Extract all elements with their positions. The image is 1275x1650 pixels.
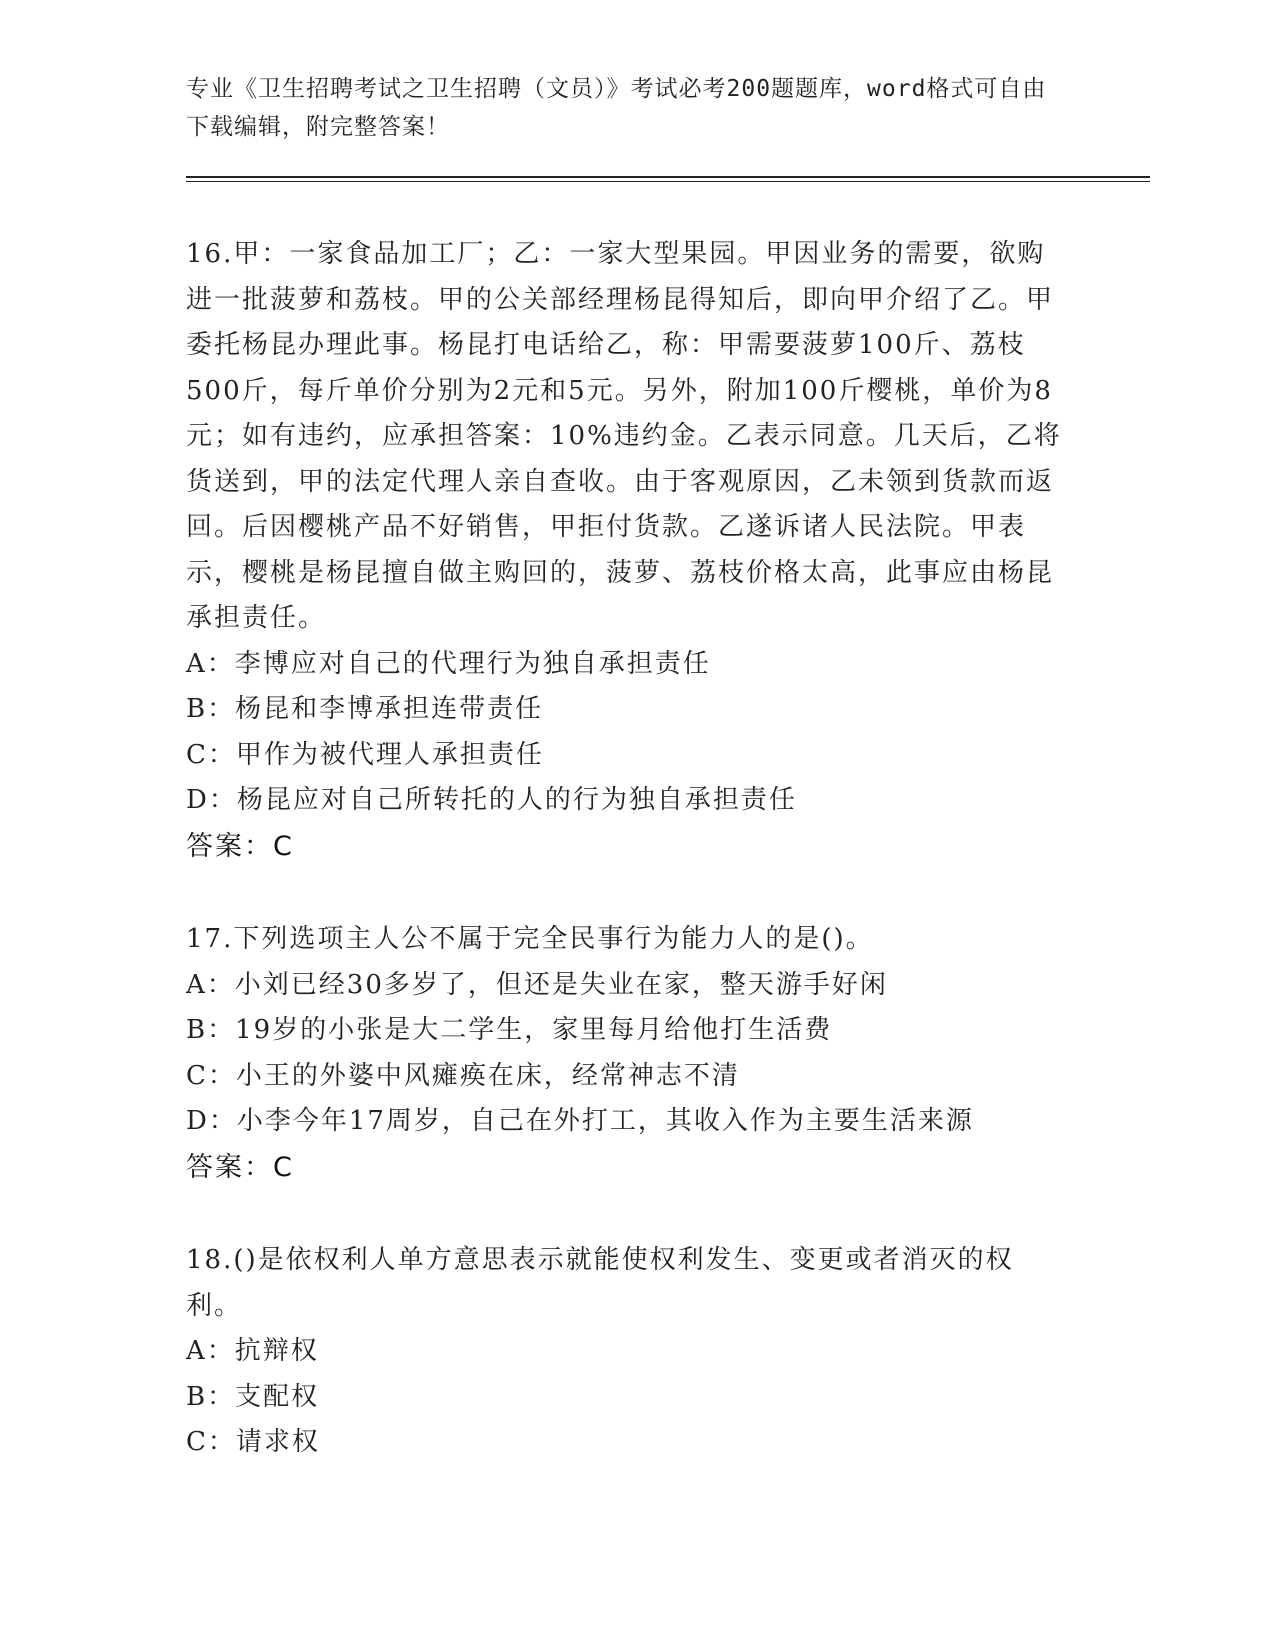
option-c: C：请求权 — [186, 1427, 320, 1457]
answer: 答案：C — [186, 1151, 294, 1183]
question-18 — [186, 1238, 1066, 1466]
option-a: A：小刘已经30多岁了，但还是失业在家，整天游手好闲 — [186, 969, 888, 1000]
option-b: B：支配权 — [186, 1381, 320, 1412]
option-a: A：抗辩权 — [186, 1336, 319, 1366]
document-header: 专业《卫生招聘考试之卫生招聘（文员）》考试必考200题题库，word格式可自由下载编辑，附完整答案！ — [186, 76, 1047, 140]
option-b: B：19岁的小张是大二学生，家里每月给他打生活费 — [186, 1015, 833, 1045]
question-stem: 16.甲：一家食品加工厂；乙：一家大型果园。甲因业务的需要，欲购进一批菠萝和荔枝。甲的公关部经理杨昆得知后，即向甲介绍了乙。甲委托杨昆办理此事。杨昆打电话给乙，称：甲需要菠萝100斤、荔枝500斤，每斤单价分别为2元和5元。另外，附加100斤樱桃，单价为8元；如有违约，应承担答案：10%违约金。乙表示同意。几天后，乙将货送到，甲的法定代理人亲自查收。由于客观原因，乙未领到货款而返回。后因樱桃产品不好销售，甲拒付货款。乙遂诉诸人民法院。甲表示，樱桃是杨昆擅自做主购回的，菠萝、荔枝价格太高，此事应由杨昆承担责任。 — [186, 239, 1062, 633]
question-17 — [186, 917, 1066, 1190]
option-a: A：李博应对自己的代理行为独自承担责任 — [186, 648, 711, 679]
header-rule-thin — [186, 181, 1150, 182]
option-d: D：小李今年17周岁，自己在外打工，其收入作为主要生活来源 — [186, 1106, 974, 1136]
option-c: C：甲作为被代理人承担责任 — [186, 739, 544, 770]
question-stem: 17.下列选项主人公不属于完全民事行为能力人的是()。 — [186, 924, 874, 954]
option-d: D：杨昆应对自己所转托的人的行为独自承担责任 — [186, 785, 797, 815]
option-c: C：小王的外婆中风瘫痪在床，经常神志不清 — [186, 1060, 740, 1091]
answer: 答案：C — [186, 830, 294, 862]
header-rule — [186, 176, 1150, 178]
option-b: B：杨昆和李博承担连带责任 — [186, 694, 544, 724]
question-list — [186, 232, 1066, 1514]
question-16 — [186, 232, 1066, 869]
question-stem: 18.()是依权利人单方意思表示就能使权利发生、变更或者消灭的权利。 — [186, 1245, 1014, 1321]
